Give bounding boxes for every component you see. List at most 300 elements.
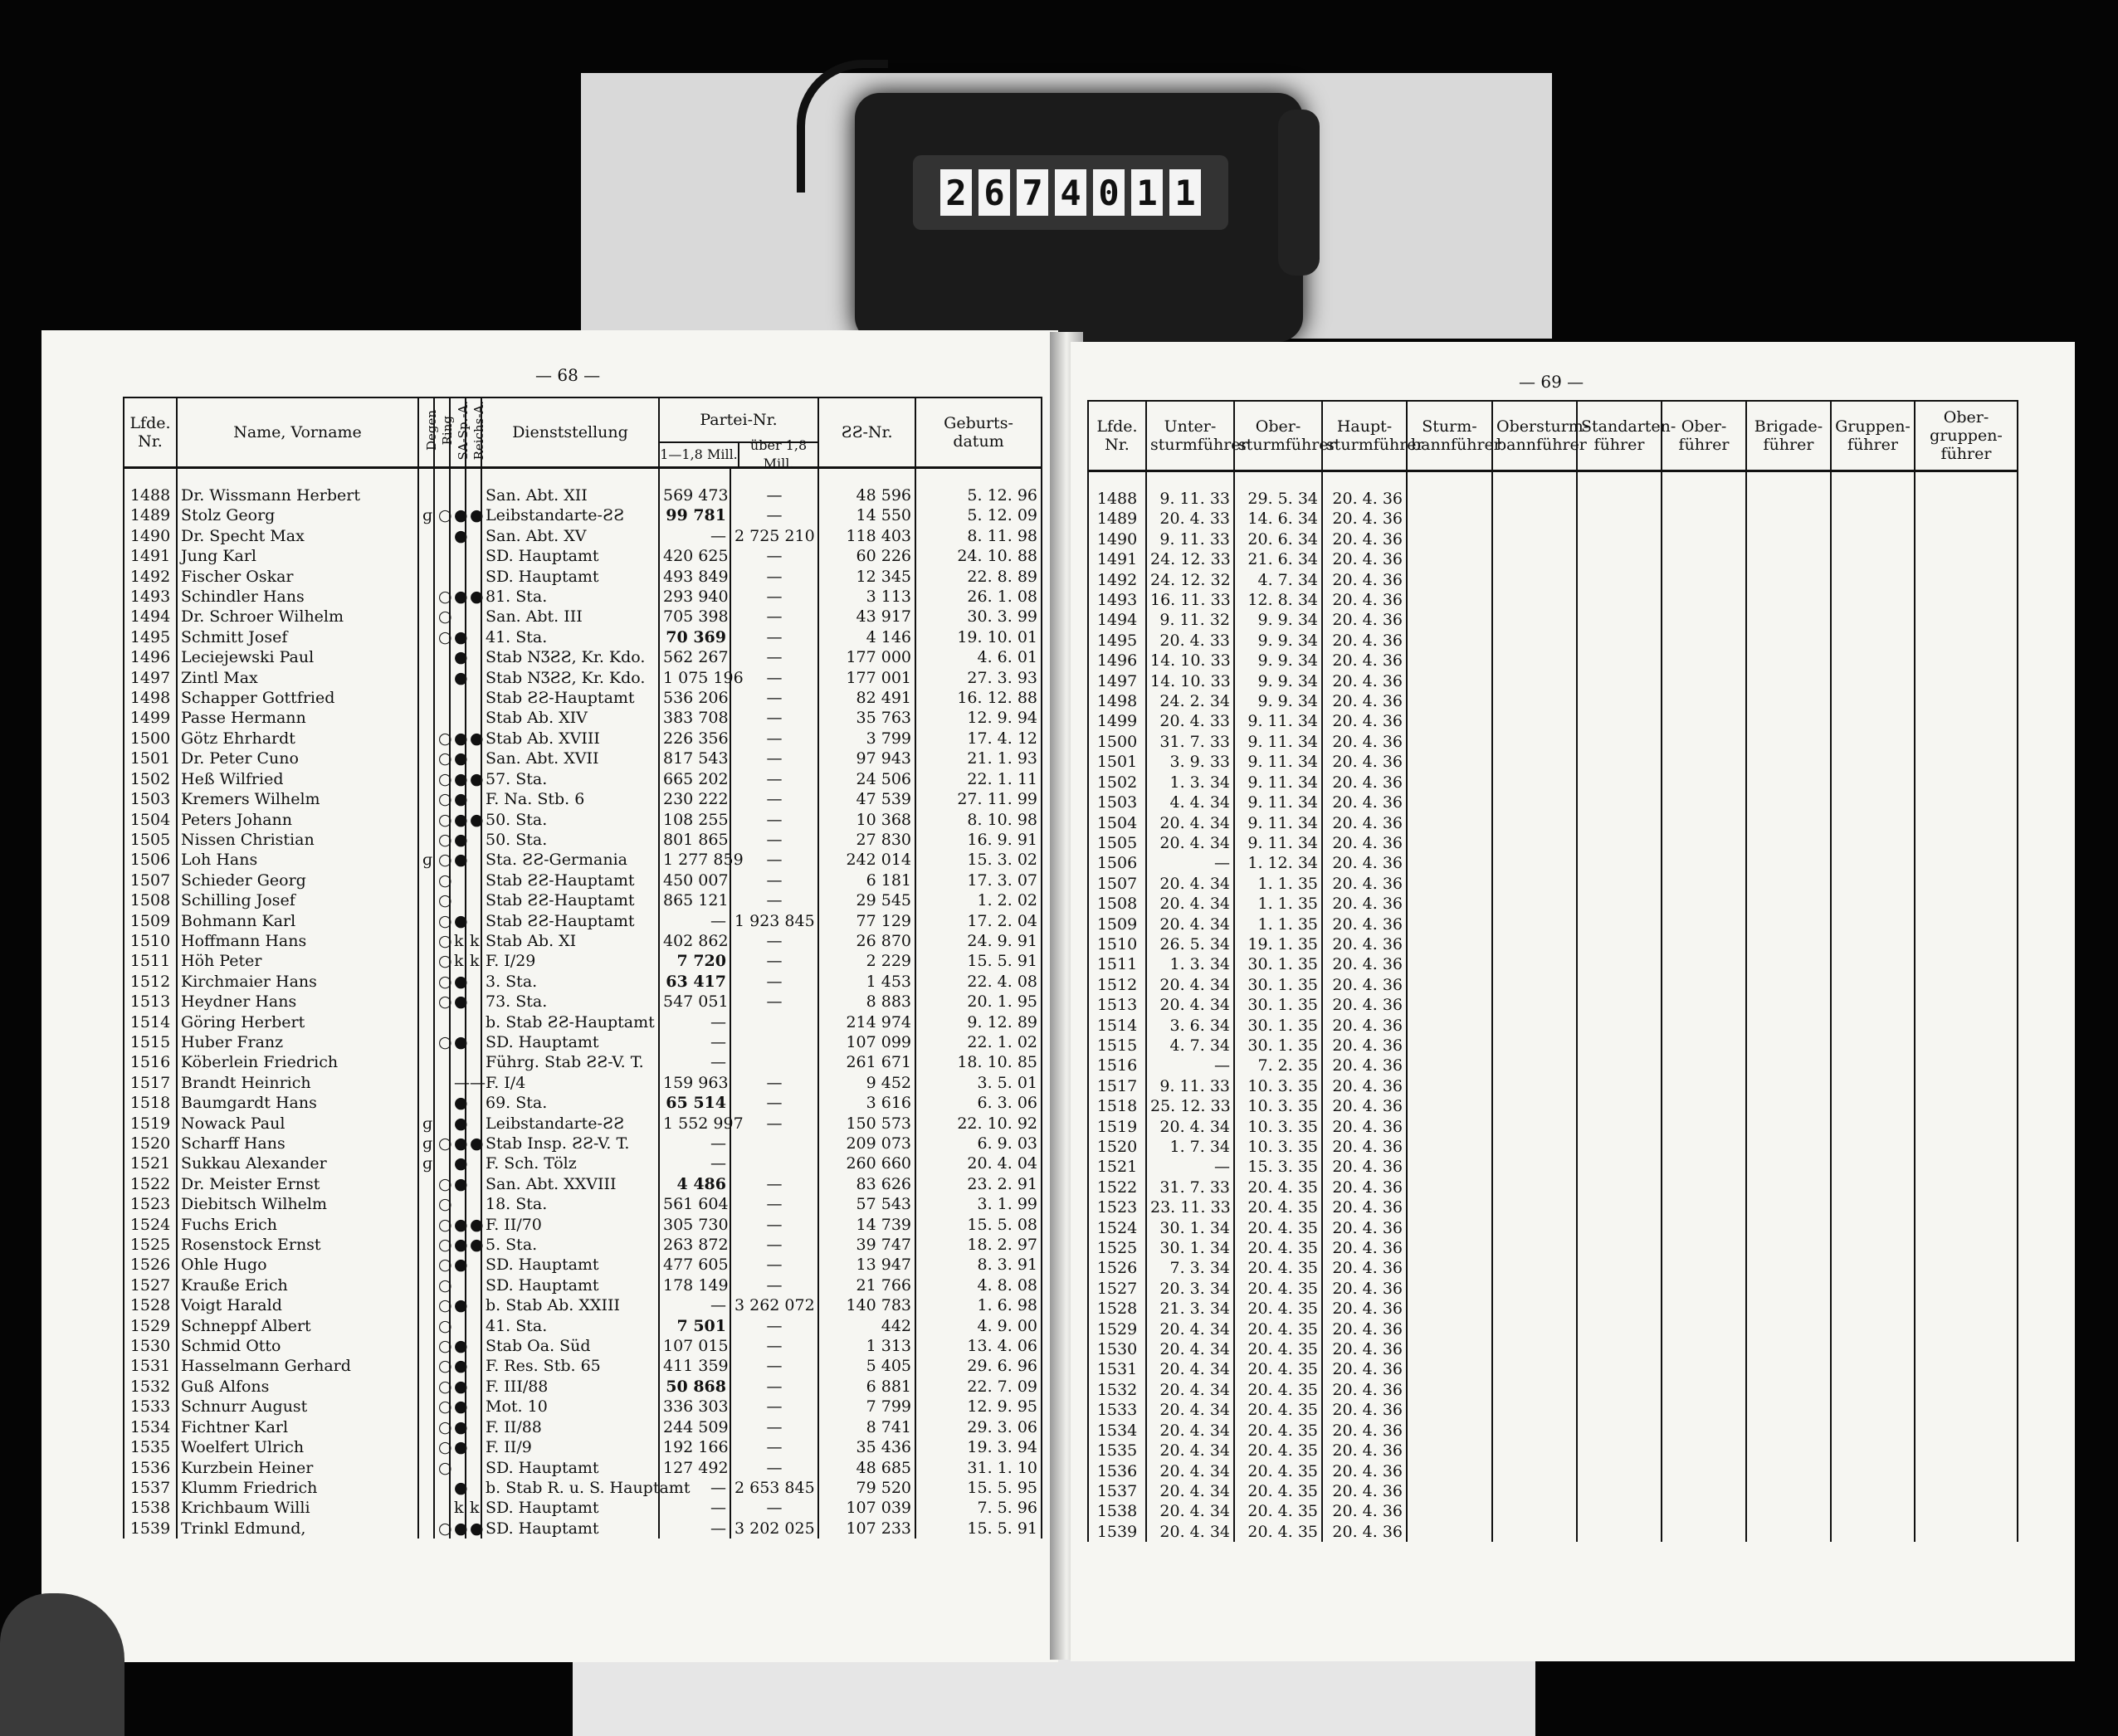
cell-rank-1: 31. 7. 33 bbox=[1146, 732, 1234, 752]
cell-rank-3: 20. 4. 36 bbox=[1322, 1380, 1407, 1400]
cell-ss: 82 491 bbox=[818, 688, 915, 708]
cell-rank-1: 9. 11. 33 bbox=[1146, 1076, 1234, 1096]
cell-degen bbox=[418, 1073, 434, 1093]
cell-rank-6 bbox=[1577, 570, 1662, 590]
cell-rank-5 bbox=[1492, 1279, 1577, 1299]
cell-ring bbox=[434, 1093, 450, 1113]
cell-rank-8 bbox=[1746, 954, 1831, 974]
cell-rank-6 bbox=[1577, 651, 1662, 671]
cell-ss: 177 001 bbox=[818, 668, 915, 688]
cell-pb: — bbox=[730, 1397, 818, 1417]
cell-sa: ● bbox=[450, 1417, 466, 1437]
cell-ring: ○ bbox=[434, 607, 450, 627]
cell-rank-7 bbox=[1662, 874, 1746, 894]
cell-degen bbox=[418, 1093, 434, 1113]
table-row bbox=[124, 1153, 1042, 1173]
cell-geb: 27. 11. 99 bbox=[915, 789, 1042, 809]
table-row bbox=[1088, 549, 2018, 569]
cell-ring: ○ bbox=[434, 1194, 450, 1214]
cell-rank-0: 1513 bbox=[1088, 995, 1146, 1015]
cell-nr: 1500 bbox=[124, 729, 177, 749]
table-row bbox=[1088, 1016, 2018, 1036]
cell-degen bbox=[418, 526, 434, 546]
table-row bbox=[124, 992, 1042, 1012]
cell-ss: 48 685 bbox=[818, 1458, 915, 1478]
cell-rank-3: 20. 4. 36 bbox=[1322, 995, 1407, 1015]
cell-ss: 209 073 bbox=[818, 1134, 915, 1153]
cell-name: Nissen Christian bbox=[177, 830, 418, 850]
cell-rank-8 bbox=[1746, 570, 1831, 590]
cell-rank-8 bbox=[1746, 1076, 1831, 1096]
cell-sa bbox=[450, 567, 466, 587]
cell-rank-8 bbox=[1746, 529, 1831, 549]
cell-rank-1: 30. 1. 34 bbox=[1146, 1218, 1234, 1238]
cell-rank-6 bbox=[1577, 489, 1662, 509]
cell-rank-0: 1529 bbox=[1088, 1319, 1146, 1339]
cell-rs bbox=[466, 668, 481, 688]
cell-rs bbox=[466, 1417, 481, 1437]
cell-name: Kremers Wilhelm bbox=[177, 789, 418, 809]
cell-rank-3: 20. 4. 36 bbox=[1322, 549, 1407, 569]
cell-pa: 305 730 bbox=[659, 1215, 730, 1235]
cell-rs: ● bbox=[466, 1215, 481, 1235]
table-row bbox=[1088, 1076, 2018, 1096]
cell-rank-2: 9. 11. 34 bbox=[1234, 792, 1322, 812]
cell-rank-4 bbox=[1407, 1299, 1492, 1319]
cell-degen bbox=[418, 729, 434, 749]
cell-rank-6 bbox=[1577, 1238, 1662, 1258]
counter-digit: 1 bbox=[1131, 169, 1163, 216]
cell-rank-10 bbox=[1915, 529, 2018, 549]
cell-rank-1: 20. 4. 33 bbox=[1146, 509, 1234, 529]
cell-rank-5 bbox=[1492, 732, 1577, 752]
cell-dienst: SD. Hauptamt bbox=[481, 1519, 659, 1539]
cell-rank-10 bbox=[1915, 1380, 2018, 1400]
cell-dienst: SD. Hauptamt bbox=[481, 1275, 659, 1295]
cell-rank-8 bbox=[1746, 874, 1831, 894]
cell-name: Schapper Gottfried bbox=[177, 688, 418, 708]
cell-sa bbox=[450, 607, 466, 627]
cell-rs bbox=[466, 1153, 481, 1173]
table-row bbox=[124, 546, 1042, 566]
cell-ss: 214 974 bbox=[818, 1012, 915, 1032]
cell-rank-10 bbox=[1915, 1359, 2018, 1379]
table-row bbox=[1088, 1522, 2018, 1542]
cell-rank-7 bbox=[1662, 914, 1746, 934]
cell-rank-8 bbox=[1746, 651, 1831, 671]
cell-rank-3: 20. 4. 36 bbox=[1322, 1157, 1407, 1177]
cell-pa: 547 051 bbox=[659, 992, 730, 1012]
cell-ring: ○ bbox=[434, 1316, 450, 1336]
cell-rank-1: 20. 4. 34 bbox=[1146, 813, 1234, 833]
cell-rank-8 bbox=[1746, 1117, 1831, 1137]
cell-ring: ○ bbox=[434, 1235, 450, 1255]
cell-sa: ● bbox=[450, 1032, 466, 1052]
cell-rank-10 bbox=[1915, 610, 2018, 630]
cell-rank-8 bbox=[1746, 914, 1831, 934]
cell-ss: 35 436 bbox=[818, 1437, 915, 1457]
page-counter-device bbox=[855, 93, 1303, 342]
cell-pb: — bbox=[730, 546, 818, 566]
cell-name: Köberlein Friedrich bbox=[177, 1052, 418, 1072]
cell-dienst: b. Stab ƧƧ-Hauptamt bbox=[481, 1012, 659, 1032]
cell-rank-1: 14. 10. 33 bbox=[1146, 651, 1234, 671]
cell-rank-9 bbox=[1831, 1359, 1915, 1379]
cell-degen: ɡ bbox=[418, 1153, 434, 1173]
cell-rank-9 bbox=[1831, 1400, 1915, 1420]
cell-rank-2: 20. 4. 35 bbox=[1234, 1319, 1322, 1339]
cell-pa: 63 417 bbox=[659, 972, 730, 992]
cell-rank-2: 20. 4. 35 bbox=[1234, 1258, 1322, 1278]
cell-ring: ○ bbox=[434, 830, 450, 850]
cell-sa bbox=[450, 546, 466, 566]
cell-pb: — bbox=[730, 485, 818, 505]
cell-rs bbox=[466, 830, 481, 850]
cell-nr: 1488 bbox=[124, 485, 177, 505]
cell-rank-3: 20. 4. 36 bbox=[1322, 792, 1407, 812]
cell-pb: — bbox=[730, 1114, 818, 1134]
cell-rank-7 bbox=[1662, 1481, 1746, 1501]
cell-rank-5 bbox=[1492, 529, 1577, 549]
cell-rank-4 bbox=[1407, 894, 1492, 914]
cell-rank-4 bbox=[1407, 631, 1492, 651]
cell-dienst: SD. Hauptamt bbox=[481, 567, 659, 587]
cell-rank-3: 20. 4. 36 bbox=[1322, 691, 1407, 711]
cell-geb: 6. 9. 03 bbox=[915, 1134, 1042, 1153]
cell-nr: 1495 bbox=[124, 627, 177, 647]
table-row bbox=[124, 769, 1042, 789]
cell-rs bbox=[466, 1377, 481, 1397]
cell-sa: ● bbox=[450, 1255, 466, 1275]
cell-rank-4 bbox=[1407, 1016, 1492, 1036]
cell-rank-6 bbox=[1577, 1359, 1662, 1379]
cell-rank-8 bbox=[1746, 489, 1831, 509]
cell-pb: — bbox=[730, 1356, 818, 1376]
cell-rank-0: 1511 bbox=[1088, 954, 1146, 974]
cell-rank-1: 7. 3. 34 bbox=[1146, 1258, 1234, 1278]
cell-ring bbox=[434, 647, 450, 667]
cell-rank-10 bbox=[1915, 773, 2018, 792]
cell-pa: 402 862 bbox=[659, 931, 730, 951]
cell-pb: 2 653 845 bbox=[730, 1478, 818, 1498]
cell-rank-3: 20. 4. 36 bbox=[1322, 954, 1407, 974]
cell-rank-7 bbox=[1662, 590, 1746, 610]
cell-rank-8 bbox=[1746, 975, 1831, 995]
cell-ss: 3 616 bbox=[818, 1093, 915, 1113]
cell-rank-3: 20. 4. 36 bbox=[1322, 711, 1407, 731]
cell-rank-1: 9. 11. 32 bbox=[1146, 610, 1234, 630]
cell-rank-10 bbox=[1915, 1096, 2018, 1116]
cell-ring: ○ bbox=[434, 1032, 450, 1052]
cell-ring bbox=[434, 1478, 450, 1498]
cell-rank-8 bbox=[1746, 711, 1831, 731]
cell-rank-1: 20. 4. 34 bbox=[1146, 1421, 1234, 1441]
cell-rank-6 bbox=[1577, 1036, 1662, 1056]
cell-rank-4 bbox=[1407, 509, 1492, 529]
cell-rank-8 bbox=[1746, 1380, 1831, 1400]
table-row bbox=[1088, 711, 2018, 731]
cell-rank-3: 20. 4. 36 bbox=[1322, 631, 1407, 651]
cell-geb: 22. 10. 92 bbox=[915, 1114, 1042, 1134]
cell-dienst: F. I/4 bbox=[481, 1073, 659, 1093]
cell-nr: 1512 bbox=[124, 972, 177, 992]
cell-rank-4 bbox=[1407, 671, 1492, 691]
cell-rank-4 bbox=[1407, 732, 1492, 752]
cell-rank-3: 20. 4. 36 bbox=[1322, 1137, 1407, 1157]
cell-pb: — bbox=[730, 668, 818, 688]
cell-sa bbox=[450, 1275, 466, 1295]
cell-rank-2: 9. 11. 34 bbox=[1234, 813, 1322, 833]
cell-rank-10 bbox=[1915, 1117, 2018, 1137]
table-row bbox=[1088, 509, 2018, 529]
cell-dienst: Stab Oa. Süd bbox=[481, 1336, 659, 1356]
table-row bbox=[124, 627, 1042, 647]
cell-degen bbox=[418, 1519, 434, 1539]
cell-degen bbox=[418, 1336, 434, 1356]
cell-rank-2: 20. 4. 35 bbox=[1234, 1441, 1322, 1460]
cell-rank-7 bbox=[1662, 1178, 1746, 1197]
cell-rank-6 bbox=[1577, 671, 1662, 691]
table-row bbox=[124, 1134, 1042, 1153]
cell-rank-10 bbox=[1915, 1279, 2018, 1299]
table-row bbox=[124, 1437, 1042, 1457]
cell-rank-1: — bbox=[1146, 1157, 1234, 1177]
cell-pa: 108 255 bbox=[659, 810, 730, 830]
table-row bbox=[1088, 894, 2018, 914]
table-row bbox=[124, 505, 1042, 525]
cell-rank-6 bbox=[1577, 711, 1662, 731]
cell-ring: ○ bbox=[434, 1255, 450, 1275]
cell-rs bbox=[466, 992, 481, 1012]
cell-nr: 1492 bbox=[124, 567, 177, 587]
table-row bbox=[1088, 1157, 2018, 1177]
cell-rank-3: 20. 4. 36 bbox=[1322, 651, 1407, 671]
cell-rank-6 bbox=[1577, 1197, 1662, 1217]
cell-rs: ● bbox=[466, 1235, 481, 1255]
cell-rank-4 bbox=[1407, 1501, 1492, 1521]
cell-rank-6 bbox=[1577, 1319, 1662, 1339]
cell-rank-1: 20. 4. 34 bbox=[1146, 833, 1234, 853]
cell-pa: 192 166 bbox=[659, 1437, 730, 1457]
cell-name: Hasselmann Gerhard bbox=[177, 1356, 418, 1376]
cell-degen bbox=[418, 769, 434, 789]
cell-rank-0: 1533 bbox=[1088, 1400, 1146, 1420]
cell-sa bbox=[450, 1052, 466, 1072]
cell-pa: — bbox=[659, 1134, 730, 1153]
cell-rank-5 bbox=[1492, 711, 1577, 731]
cell-rank-0: 1508 bbox=[1088, 894, 1146, 914]
cell-rank-5 bbox=[1492, 773, 1577, 792]
cell-rank-4 bbox=[1407, 813, 1492, 833]
cell-ss: 47 539 bbox=[818, 789, 915, 809]
cell-rank-1: 20. 4. 34 bbox=[1146, 1400, 1234, 1420]
cell-dienst: SD. Hauptamt bbox=[481, 1255, 659, 1275]
table-row bbox=[124, 1194, 1042, 1214]
cell-ring: ○ bbox=[434, 951, 450, 971]
cell-rank-4 bbox=[1407, 1522, 1492, 1542]
cell-name: Kirchmaier Hans bbox=[177, 972, 418, 992]
table-row bbox=[1088, 590, 2018, 610]
cell-pa: 561 604 bbox=[659, 1194, 730, 1214]
cell-degen bbox=[418, 931, 434, 951]
cell-rank-0: 1495 bbox=[1088, 631, 1146, 651]
cell-rank-1: 20. 4. 34 bbox=[1146, 894, 1234, 914]
cell-rank-6 bbox=[1577, 610, 1662, 630]
cell-rank-4 bbox=[1407, 1481, 1492, 1501]
cell-name: Huber Franz bbox=[177, 1032, 418, 1052]
cell-nr: 1523 bbox=[124, 1194, 177, 1214]
cell-rank-5 bbox=[1492, 1258, 1577, 1278]
cell-rank-6 bbox=[1577, 773, 1662, 792]
cell-sa: ● bbox=[450, 1437, 466, 1457]
col-rank-2: Ober-sturmführer bbox=[1234, 401, 1322, 471]
cell-rank-7 bbox=[1662, 1359, 1746, 1379]
table-row bbox=[124, 1397, 1042, 1417]
cell-rank-3: 20. 4. 36 bbox=[1322, 489, 1407, 509]
cell-pa: 263 872 bbox=[659, 1235, 730, 1255]
cell-rank-2: 9. 11. 34 bbox=[1234, 752, 1322, 772]
cell-pb: — bbox=[730, 1215, 818, 1235]
cell-nr: 1529 bbox=[124, 1316, 177, 1336]
cell-rank-3: 20. 4. 36 bbox=[1322, 1056, 1407, 1075]
cell-geb: 16. 12. 88 bbox=[915, 688, 1042, 708]
cell-rank-4 bbox=[1407, 934, 1492, 954]
cell-rank-7 bbox=[1662, 1258, 1746, 1278]
cell-degen bbox=[418, 1215, 434, 1235]
cell-ring: ○ bbox=[434, 1336, 450, 1356]
cell-rank-10 bbox=[1915, 671, 2018, 691]
cell-pb: — bbox=[730, 1498, 818, 1518]
cell-dienst: Mot. 10 bbox=[481, 1397, 659, 1417]
cell-dienst: San. Abt. III bbox=[481, 607, 659, 627]
cell-rank-5 bbox=[1492, 549, 1577, 569]
cell-ring: ○ bbox=[434, 1417, 450, 1437]
cell-sa: ● bbox=[450, 526, 466, 546]
cell-nr: 1513 bbox=[124, 992, 177, 1012]
cell-degen bbox=[418, 1377, 434, 1397]
cell-rank-2: 12. 8. 34 bbox=[1234, 590, 1322, 610]
cell-ss: 177 000 bbox=[818, 647, 915, 667]
cell-rank-4 bbox=[1407, 529, 1492, 549]
table-row bbox=[124, 1498, 1042, 1518]
cell-sa: ● bbox=[450, 627, 466, 647]
table-row bbox=[1088, 1279, 2018, 1299]
table-row bbox=[1088, 1421, 2018, 1441]
cell-sa: ● bbox=[450, 1093, 466, 1113]
cell-rank-7 bbox=[1662, 954, 1746, 974]
cell-rank-5 bbox=[1492, 1359, 1577, 1379]
cell-dienst: 41. Sta. bbox=[481, 1316, 659, 1336]
cell-degen bbox=[418, 1356, 434, 1376]
cell-rank-6 bbox=[1577, 1016, 1662, 1036]
cell-pa: 801 865 bbox=[659, 830, 730, 850]
table-row bbox=[1088, 1319, 2018, 1339]
cell-nr: 1490 bbox=[124, 526, 177, 546]
cell-ring bbox=[434, 688, 450, 708]
table-row bbox=[124, 708, 1042, 728]
cell-rank-1: 20. 4. 34 bbox=[1146, 1481, 1234, 1501]
col-degen: Degen bbox=[418, 397, 434, 468]
cell-rs bbox=[466, 890, 481, 910]
cell-rank-0: 1514 bbox=[1088, 1016, 1146, 1036]
cell-rank-8 bbox=[1746, 1178, 1831, 1197]
cell-ss: 60 226 bbox=[818, 546, 915, 566]
cell-rank-4 bbox=[1407, 995, 1492, 1015]
cell-name: Zintl Max bbox=[177, 668, 418, 688]
cell-geb: 24. 9. 91 bbox=[915, 931, 1042, 951]
cell-rank-0: 1525 bbox=[1088, 1238, 1146, 1258]
cell-pb: — bbox=[730, 1316, 818, 1336]
cell-nr: 1539 bbox=[124, 1519, 177, 1539]
cell-rank-5 bbox=[1492, 1339, 1577, 1359]
cell-rank-2: 9. 9. 34 bbox=[1234, 631, 1322, 651]
cell-rank-8 bbox=[1746, 833, 1831, 853]
cell-rank-1: 9. 11. 33 bbox=[1146, 489, 1234, 509]
cell-degen bbox=[418, 1397, 434, 1417]
cell-pa: — bbox=[659, 526, 730, 546]
cell-ss: 10 368 bbox=[818, 810, 915, 830]
cell-sa: ● bbox=[450, 1377, 466, 1397]
cell-pa: — bbox=[659, 911, 730, 931]
cell-geb: 22. 1. 02 bbox=[915, 1032, 1042, 1052]
cell-rank-7 bbox=[1662, 1157, 1746, 1177]
cell-rank-7 bbox=[1662, 1117, 1746, 1137]
cell-ss: 3 113 bbox=[818, 587, 915, 607]
cell-rank-10 bbox=[1915, 1339, 2018, 1359]
cell-rank-0: 1510 bbox=[1088, 934, 1146, 954]
cell-rank-2: 20. 4. 35 bbox=[1234, 1339, 1322, 1359]
cell-dienst: Stab ƧƧ-Hauptamt bbox=[481, 870, 659, 890]
cell-rank-0: 1488 bbox=[1088, 489, 1146, 509]
table-row bbox=[124, 931, 1042, 951]
cell-name: Leciejewski Paul bbox=[177, 647, 418, 667]
cell-pa: — bbox=[659, 1498, 730, 1518]
cell-rank-4 bbox=[1407, 651, 1492, 671]
cell-sa: ● bbox=[450, 668, 466, 688]
cell-rank-9 bbox=[1831, 489, 1915, 509]
cell-rs bbox=[466, 911, 481, 931]
cell-pb: — bbox=[730, 870, 818, 890]
cell-rank-4 bbox=[1407, 1441, 1492, 1460]
cell-geb: 22. 4. 08 bbox=[915, 972, 1042, 992]
cell-pb: — bbox=[730, 1093, 818, 1113]
cell-rank-1: 4. 4. 34 bbox=[1146, 792, 1234, 812]
col-rank-3: Haupt-sturmführer bbox=[1322, 401, 1407, 471]
cell-geb: 15. 5. 08 bbox=[915, 1215, 1042, 1235]
cell-nr: 1491 bbox=[124, 546, 177, 566]
cell-geb: 3. 5. 01 bbox=[915, 1073, 1042, 1093]
cell-degen bbox=[418, 1194, 434, 1214]
cell-rank-8 bbox=[1746, 590, 1831, 610]
cell-rank-8 bbox=[1746, 1157, 1831, 1177]
cell-rank-1: 14. 10. 33 bbox=[1146, 671, 1234, 691]
officer-table-left bbox=[123, 397, 1042, 1539]
cell-geb: 21. 1. 93 bbox=[915, 749, 1042, 768]
cell-rank-0: 1521 bbox=[1088, 1157, 1146, 1177]
cell-rank-0: 1503 bbox=[1088, 792, 1146, 812]
cell-pa: 411 359 bbox=[659, 1356, 730, 1376]
cell-rank-5 bbox=[1492, 1400, 1577, 1420]
cell-rank-0: 1536 bbox=[1088, 1461, 1146, 1481]
cell-rank-6 bbox=[1577, 1137, 1662, 1157]
table-row bbox=[1088, 975, 2018, 995]
cell-rank-0: 1498 bbox=[1088, 691, 1146, 711]
cell-rank-3: 20. 4. 36 bbox=[1322, 529, 1407, 549]
cell-rank-7 bbox=[1662, 752, 1746, 772]
cell-pb bbox=[730, 1032, 818, 1052]
cell-nr: 1498 bbox=[124, 688, 177, 708]
cell-rank-8 bbox=[1746, 752, 1831, 772]
